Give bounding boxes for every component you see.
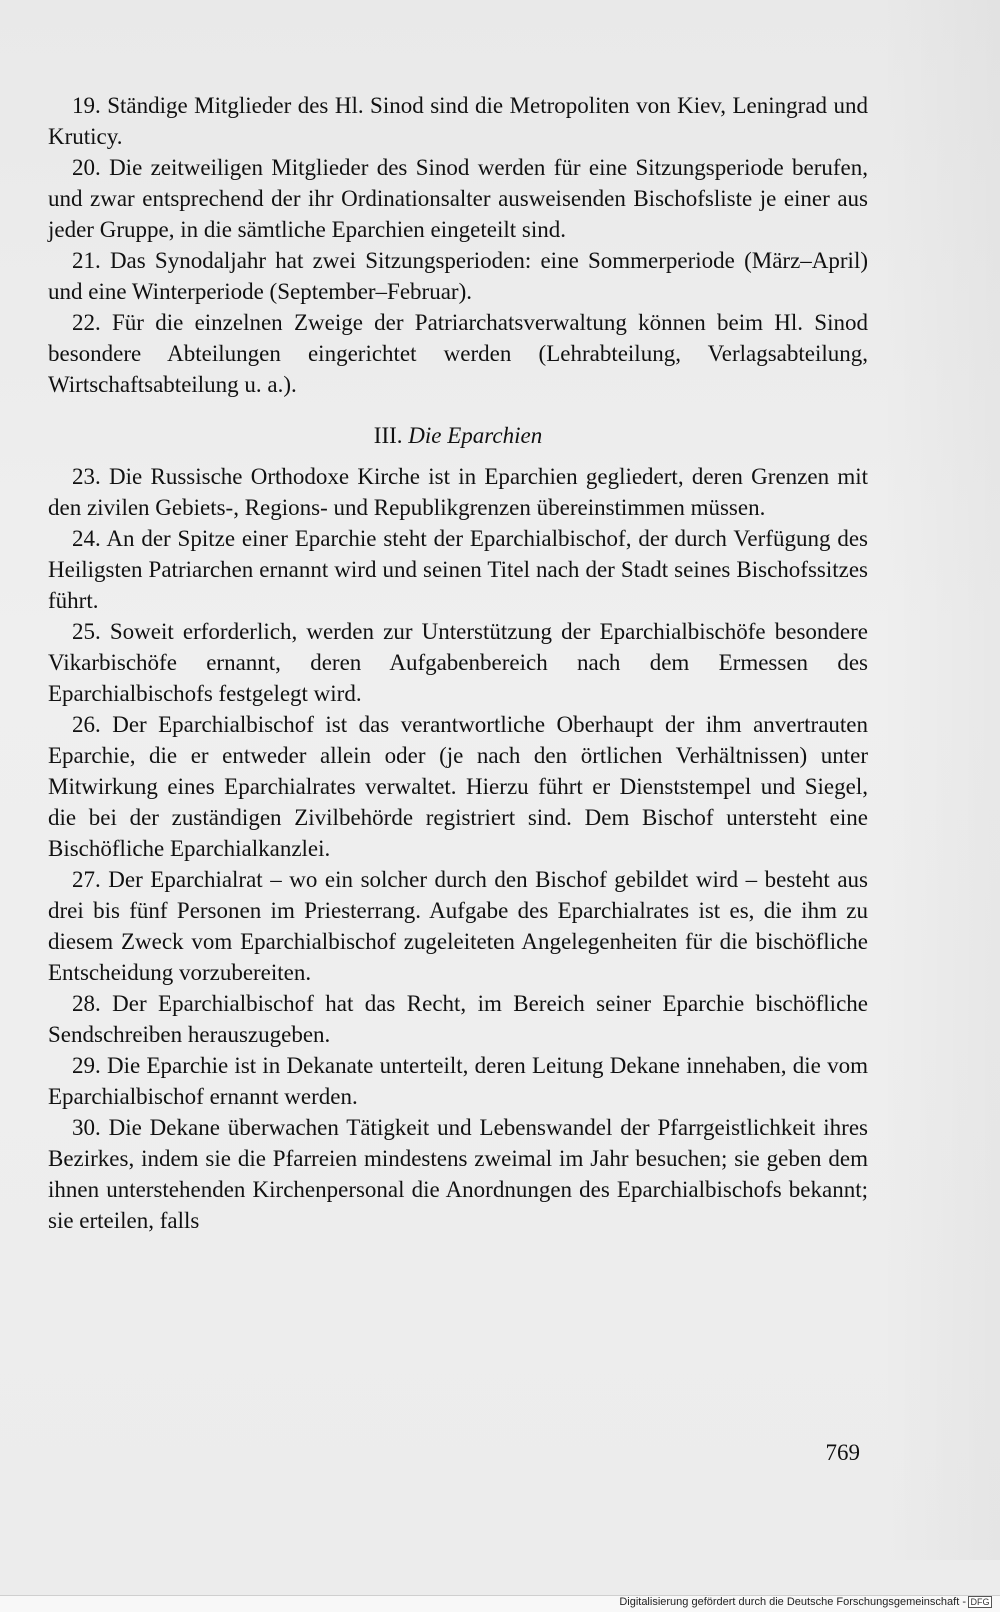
paragraph-25: 25. Soweit erforderlich, werden zur Unterstützung der Eparchialbischöfe besondere Vikarbischöfe ernannt, deren Aufgabenbereich nach dem Ermessen des Eparchialbischofs festgelegt wird. [48, 619, 868, 706]
dfg-logo: DFG [968, 1596, 992, 1608]
section-title: Die Eparchien [408, 423, 543, 448]
page-body-text [48, 90, 868, 1236]
paragraph-20: 20. Die zeitweiligen Mitglieder des Sinod werden für eine Sitzungsperiode berufen, und zwar entsprechend der ihr Ordinationsalter ausweisenden Bischofsliste je einer aus jeder Gruppe, in die sämtliche Eparchien eingeteilt sind. [48, 155, 868, 242]
paragraph-27: 27. Der Eparchialrat – wo ein solcher durch den Bischof gebildet wird – besteht aus drei bis fünf Personen im Priesterrang. Aufgabe des Eparchialrates ist es, die ihm zu diesem Zweck vom Eparchialbischof zugeleiteten Angelegenheiten für die bischöfliche Entscheidung vorzubereiten. [48, 867, 868, 985]
page-number: 769 [825, 1440, 860, 1465]
digitization-credit: Digitalisierung gefördert durch die Deutsche Forschungsgemeinschaft - [619, 1596, 966, 1608]
paragraph-21: 21. Das Synodaljahr hat zwei Sitzungsperioden: eine Sommerperiode (März–April) und eine Winterperiode (September–Februar). [48, 248, 868, 304]
paragraph-29: 29. Die Eparchie ist in Dekanate unterteilt, deren Leitung Dekane innehaben, die vom Eparchialbischof ernannt werden. [48, 1053, 868, 1109]
paragraph-30: 30. Die Dekane überwachen Tätigkeit und Lebenswandel der Pfarrgeistlichkeit ihres Bezirkes, indem sie die Pfarreien mindestens zweimal im Jahr besuchen; sie geben dem ihnen unterstehenden Kirchenpersonal die Anordnungen des Eparchialbischofs bekannt; sie erteilen, falls [48, 1115, 868, 1233]
paragraph-22: 22. Für die einzelnen Zweige der Patriarchatsverwaltung können beim Hl. Sinod besondere Abteilungen eingerichtet werden (Lehrabteilung, Verlagsabteilung, Wirtschaftsabteilung u. a.). [48, 310, 868, 397]
paragraph-23: 23. Die Russische Orthodoxe Kirche ist in Eparchien gegliedert, deren Grenzen mit den zivilen Gebiets-, Regions- und Republikgrenzen übereinstimmen müssen. [48, 464, 868, 520]
section-number: III. [373, 423, 403, 448]
section-heading [48, 420, 868, 451]
paragraph-26: 26. Der Eparchialbischof ist das verantwortliche Oberhaupt der ihm anvertrauten Eparchie, die er entweder allein oder (je nach den örtlichen Verhältnissen) unter Mitwirkung eines Eparchialrates verwaltet. Hierzu führt er Dienststempel und Siegel, die bei der zuständigen Zivilbehörde registriert sind. Dem Bischof untersteht eine Bischöfliche Eparchialkanzlei. [48, 712, 868, 861]
page-edge-shadow [880, 0, 1000, 1560]
paragraph-28: 28. Der Eparchialbischof hat das Recht, im Bereich seiner Eparchie bischöfliche Sendschreiben herauszugeben. [48, 991, 868, 1047]
paragraph-24: 24. An der Spitze einer Eparchie steht der Eparchialbischof, der durch Verfügung des Heiligsten Patriarchen ernannt wird und seinen Titel nach der Stadt seines Bischofssitzes führt. [48, 526, 868, 613]
paragraph-19: 19. Ständige Mitglieder des Hl. Sinod sind die Metropoliten von Kiev, Leningrad und Kruticy. [48, 93, 868, 149]
